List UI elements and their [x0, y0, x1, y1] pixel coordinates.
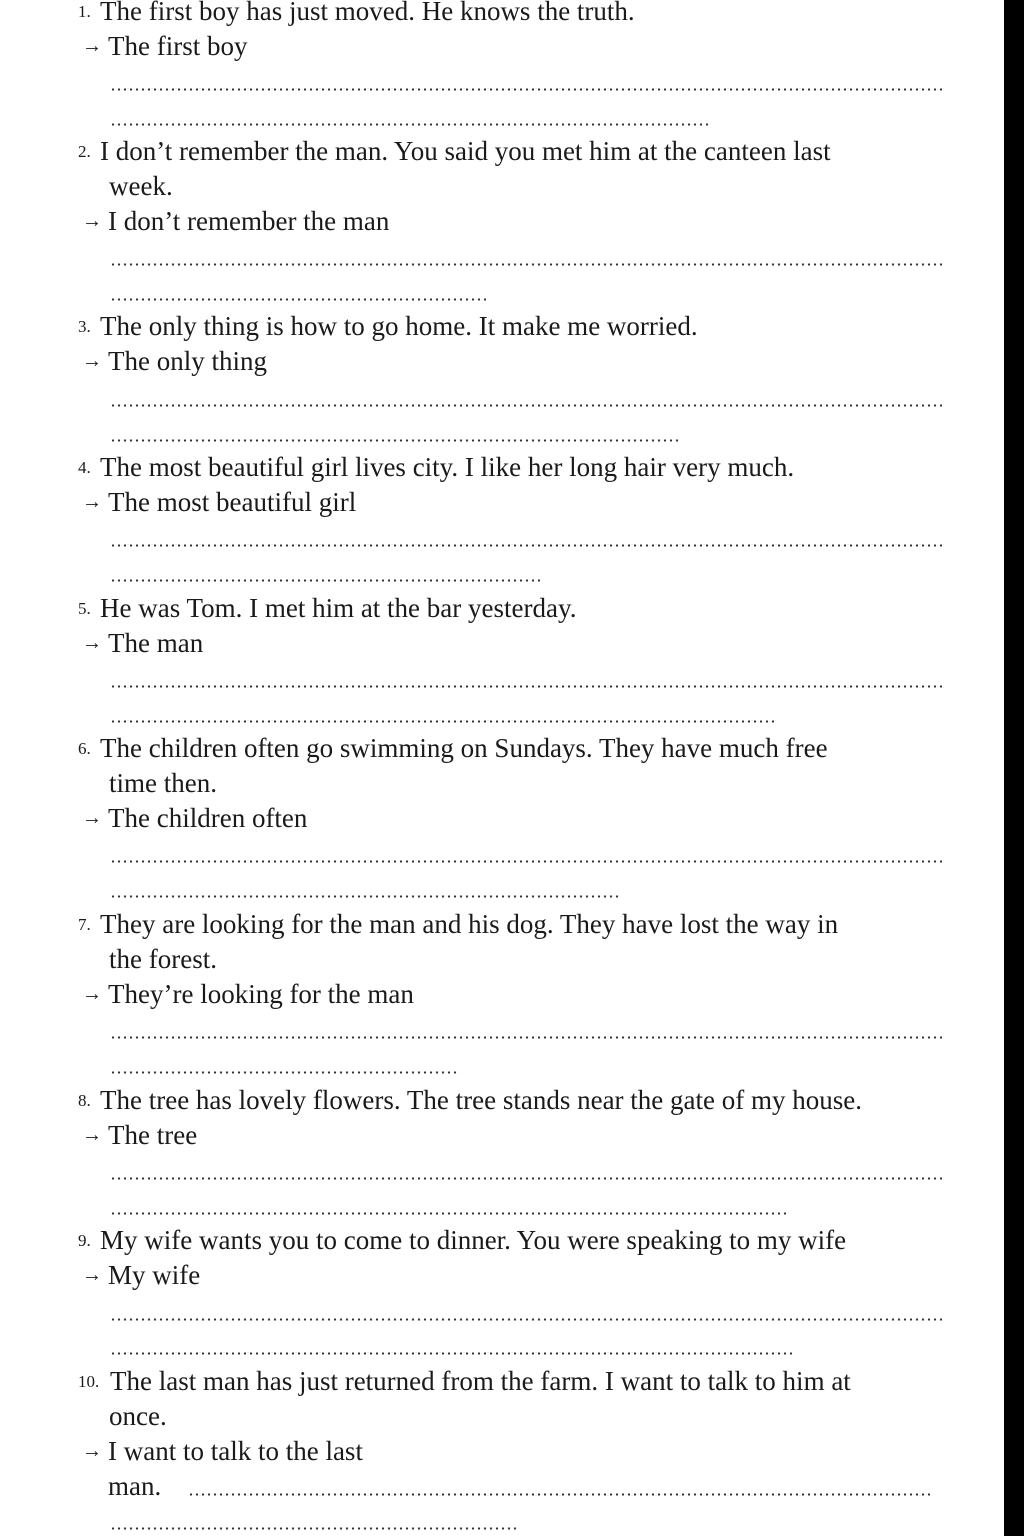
- question-number: 8.: [78, 1091, 91, 1110]
- question-prompt: The first boy has just moved. He knows the truth.: [100, 0, 635, 26]
- answer-line[interactable]: [110, 579, 540, 582]
- answer-stem: The tree: [108, 1120, 198, 1150]
- question-10: [0, 1364, 1004, 1504]
- question-4: [0, 450, 1004, 520]
- question-number: 1.: [78, 2, 91, 21]
- arrow-icon: →: [82, 350, 102, 372]
- answer-line[interactable]: [110, 1177, 942, 1180]
- arrow-icon: →: [82, 35, 102, 57]
- question-prompt: I don’t remember the man. You said you met him at the canteen last: [100, 136, 831, 166]
- question-number: 7.: [78, 915, 91, 934]
- arrow-icon: →: [82, 210, 102, 232]
- answer-stem: The first boy: [108, 31, 248, 61]
- answer-line[interactable]: [110, 1071, 460, 1074]
- question-prompt-continuation: the forest.: [109, 944, 217, 974]
- question-3: [0, 309, 1004, 379]
- answer-line[interactable]: [188, 1493, 930, 1496]
- question-prompt: The tree has lovely flowers. The tree stands near the gate of my house.: [100, 1085, 862, 1115]
- question-8: [0, 1083, 1004, 1153]
- question-2: [0, 134, 1004, 239]
- question-prompt: The children often go swimming on Sundays. They have much free: [100, 733, 828, 763]
- question-number: 4.: [78, 458, 91, 477]
- answer-line[interactable]: [110, 1352, 792, 1355]
- question-prompt: The last man has just returned from the farm. I want to talk to him at: [110, 1366, 851, 1396]
- answer-stem: My wife: [108, 1260, 201, 1290]
- answer-line[interactable]: [110, 1527, 516, 1530]
- answer-line[interactable]: [110, 895, 622, 898]
- answer-line[interactable]: [110, 404, 942, 407]
- question-5: [0, 591, 1004, 661]
- answer-line[interactable]: [110, 298, 486, 301]
- question-prompt: My wife wants you to come to dinner. You were speaking to my wife: [100, 1225, 847, 1255]
- answer-stem: The man: [108, 628, 204, 658]
- answer-stem: They’re looking for the man: [108, 979, 414, 1009]
- question-prompt: He was Tom. I met him at the bar yesterday.: [100, 593, 577, 623]
- answer-line[interactable]: [110, 1318, 942, 1321]
- question-prompt-continuation: time then.: [109, 768, 217, 798]
- question-prompt: They are looking for the man and his dog. They have lost the way in: [100, 909, 839, 939]
- answer-stem: The most beautiful girl: [108, 487, 357, 517]
- arrow-icon: →: [82, 491, 102, 513]
- answer-line[interactable]: [110, 263, 942, 266]
- arrow-icon: →: [82, 1264, 102, 1286]
- question-prompt-continuation: week.: [109, 171, 173, 201]
- question-prompt: The only thing is how to go home. It make me worried.: [100, 311, 698, 341]
- answer-stem: I don’t remember the man: [108, 206, 390, 236]
- question-prompt: The most beautiful girl lives city. I like her long hair very much.: [100, 452, 795, 482]
- question-number: 9.: [78, 1231, 91, 1250]
- question-prompt-continuation: once.: [109, 1401, 167, 1431]
- question-number: 3.: [78, 317, 91, 336]
- question-number: 6.: [78, 739, 91, 758]
- answer-stem: The children often: [108, 803, 308, 833]
- answer-line[interactable]: [110, 88, 942, 91]
- arrow-icon: →: [82, 983, 102, 1005]
- answer-line[interactable]: [110, 685, 942, 688]
- question-number: 2.: [78, 142, 91, 161]
- question-6: [0, 731, 1004, 836]
- question-number: 5.: [78, 599, 91, 618]
- answer-line[interactable]: [110, 544, 942, 547]
- answer-line[interactable]: [110, 860, 942, 863]
- arrow-icon: →: [82, 807, 102, 829]
- answer-stem-continuation: man.: [108, 1471, 162, 1501]
- answer-line[interactable]: [110, 1212, 788, 1215]
- arrow-icon: →: [82, 1124, 102, 1146]
- answer-stem: The only thing: [108, 346, 267, 376]
- answer-line[interactable]: [110, 439, 682, 442]
- answer-line[interactable]: [110, 1036, 942, 1039]
- answer-line[interactable]: [110, 720, 778, 723]
- answer-stem: I want to talk to the last: [108, 1436, 363, 1466]
- answer-line[interactable]: [110, 123, 710, 126]
- arrow-icon: →: [82, 1440, 102, 1462]
- question-1: [0, 0, 1004, 64]
- question-9: [0, 1223, 1004, 1293]
- arrow-icon: →: [82, 632, 102, 654]
- question-number: 10.: [78, 1372, 100, 1391]
- question-7: [0, 907, 1004, 1012]
- page-edge-shadow: [1004, 0, 1024, 1536]
